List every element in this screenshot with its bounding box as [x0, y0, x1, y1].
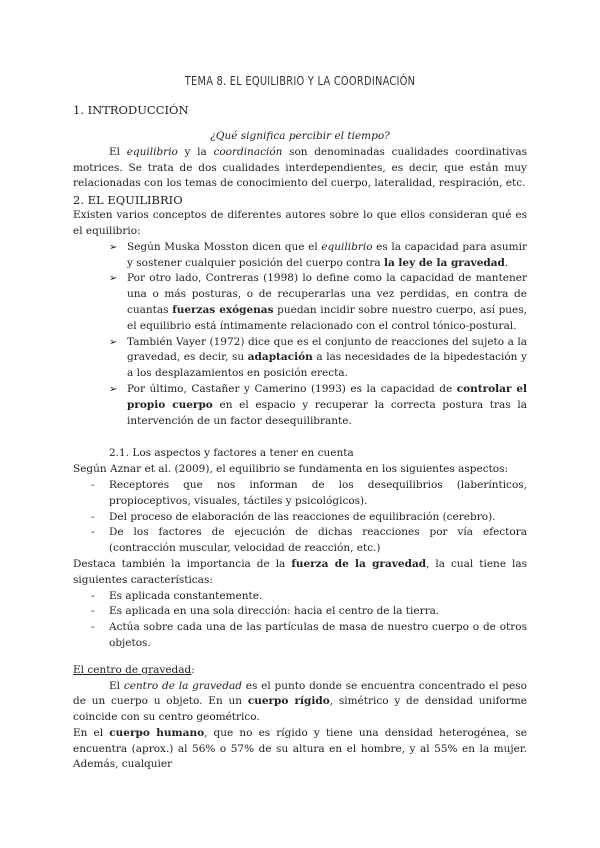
page-title: TEMA 8. EL EQUILIBRIO Y LA COORDINACIÓN — [184, 74, 416, 88]
list-item: - De los factores de ejecución de dichas reacciones por vía efectora (contracción muscular, velocidad de reacción, etc.) — [91, 526, 527, 555]
centro-paragraph-2: En el cuerpo humano, que no es rígido y tiene una densidad heterogénea, se encuentra (aprox.) al 56% o 57% de su altura en el hombre, y al 55% en la mujer. Además, cualquier — [73, 726, 528, 771]
equilibrio-intro: Existen varios conceptos de diferentes autores sobre lo que ellos consideran qué es el equilibrio: — [73, 209, 527, 237]
list-item: ➢ Por último, Castañer y Camerino (1993) es la capacidad de controlar el propio cuerpo en el espacio y recuperar la correcta postura tras la intervención de un factor desequilibrante. — [109, 382, 527, 427]
aspectos-intro: Según Aznar et al. (2009), el equilibrio se fundamenta en los siguientes aspectos: — [73, 463, 509, 476]
dash-bullet: - — [91, 478, 95, 491]
list-item: - Es aplicada en una sola dirección: hacia el centro de la tierra. — [91, 604, 527, 620]
intro-question: ¿Qué significa percibir el tiempo? — [210, 130, 390, 142]
intro-paragraph: El equilibrio y la coordinación son denominadas cualidades coordinativas motrices. Se trata de dos cualidades interdependientes, es decir, que están muy relacionadas con los temas de conocimiento del cuerpo, lateralidad, respiración, etc. — [73, 145, 527, 190]
dash-bullet: - — [91, 589, 95, 602]
list-item: - Es aplicada constantemente. — [91, 589, 527, 605]
centro-heading: El centro de gravedad: — [73, 663, 195, 676]
centro-paragraph-1: El centro de la gravedad es el punto donde se encuentra concentrado el peso de un cuerpo u objeto. En un cuerpo rígido, simétrico y de densidad uniforme coincide con su centro geométrico. — [73, 679, 527, 724]
dash-bullet: - — [91, 510, 95, 523]
arrow-bullet-icon: ➢ — [109, 383, 118, 395]
definitions-list — [73, 240, 527, 430]
list-item: ➢ Según Muska Mosston dicen que el equilibrio es la capacidad para asumir y sostener cualquier posición del cuerpo contra la ley de la gravedad. — [109, 240, 527, 269]
arrow-bullet-icon: ➢ — [109, 241, 118, 253]
dash-bullet: - — [91, 526, 95, 539]
arrow-bullet-icon: ➢ — [109, 336, 118, 348]
gravedad-paragraph: Destaca también la importancia de la fuerza de la gravedad, la cual tiene las siguientes características: — [73, 557, 528, 586]
list-item: ➢ También Vayer (1972) dice que es el conjunto de reacciones del sujeto a la gravedad, es decir, su adaptación a las necesidades de la bipedestación y a los desplazamientos en posición erecta. — [109, 335, 527, 380]
list-item: - Receptores que nos informan de los desequilibrios (laberínticos, propioceptivos, visuales, táctiles y psicológicos). — [91, 478, 527, 507]
subsection-heading-aspectos: 2.1. Los aspectos y factores a tener en cuenta — [109, 447, 354, 460]
term-coordinacion: coordinación — [213, 145, 283, 158]
dash-bullet: - — [91, 621, 95, 634]
section-heading-introduccion: 1. INTRODUCCIÓN — [73, 103, 189, 117]
section-heading-equilibrio: 2. EL EQUILIBRIO — [73, 193, 183, 208]
term-equilibrio: equilibrio — [126, 145, 178, 158]
aspectos-list — [73, 478, 527, 557]
document-body — [73, 102, 527, 773]
list-item: - Actúa sobre cada una de las partículas de masa de nuestro cuerpo o de otros objetos. — [91, 621, 527, 649]
gravedad-list — [73, 589, 527, 652]
list-item: ➢ Por otro lado, Contreras (1998) lo define como la capacidad de mantener una o más posturas, o de recuperarlas una vez perdidas, en contra de cuantas fuerzas exógenas puedan incidir sobre nuestro cuerpo, así pues, el equilibrio está íntimamente relacionado con el control tónico-postural. — [109, 272, 527, 332]
arrow-bullet-icon: ➢ — [109, 273, 118, 285]
list-item: - Del proceso de elaboración de las reacciones de equilibración (cerebro). — [91, 510, 527, 526]
dash-bullet: - — [91, 605, 95, 618]
